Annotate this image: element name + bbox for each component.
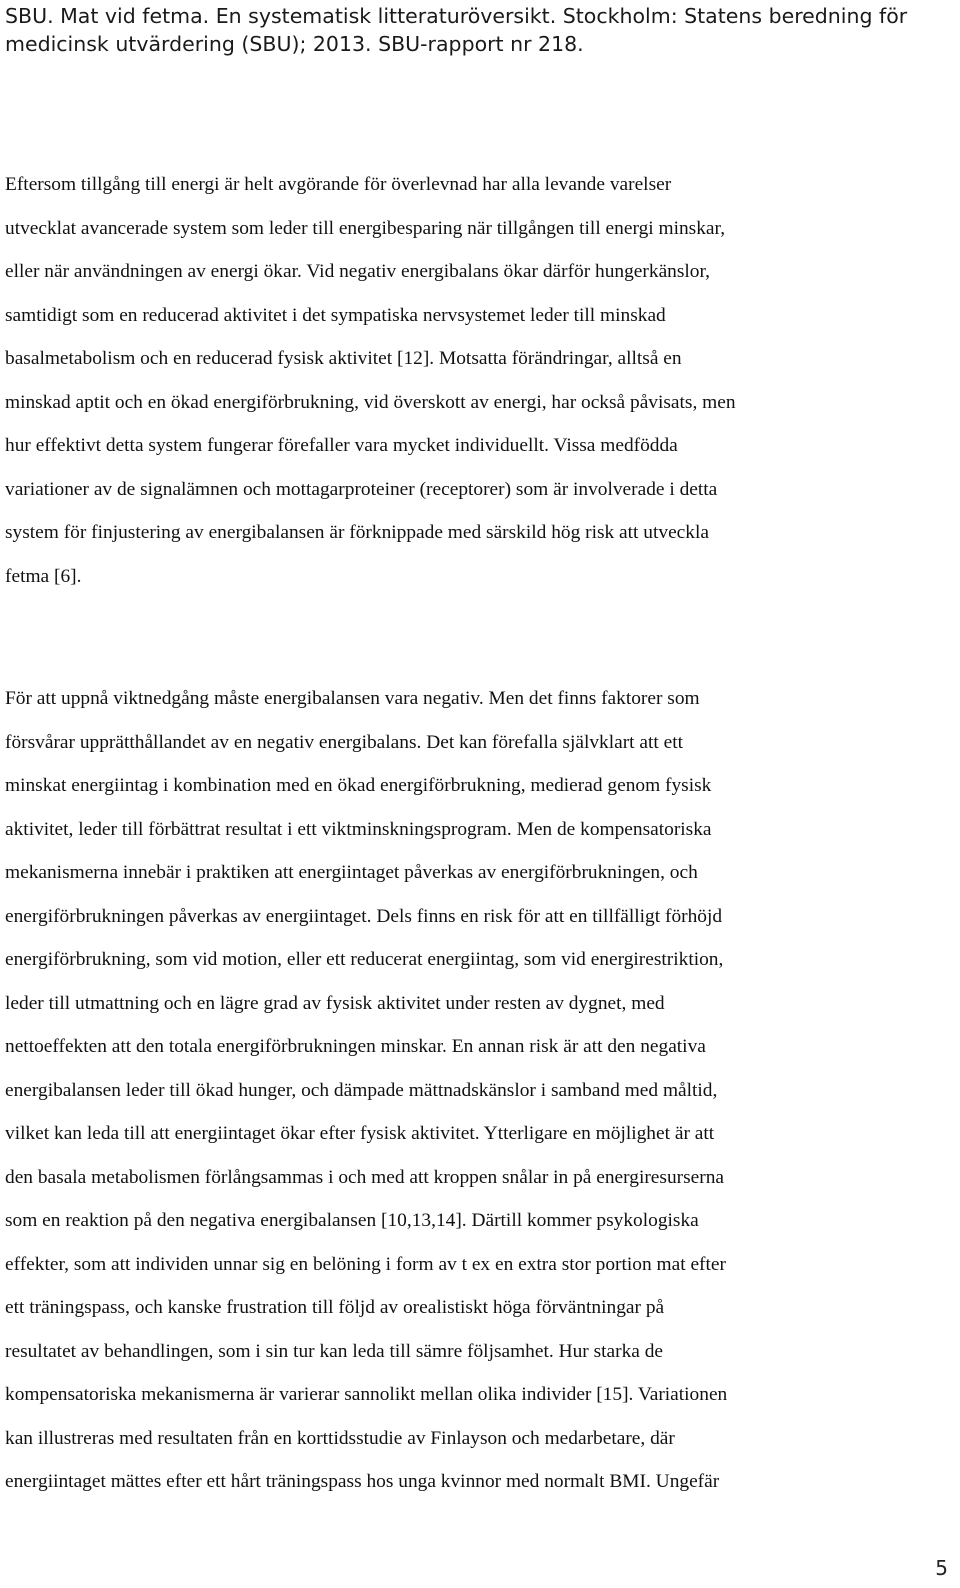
- text-line: minskat energiintag i kombination med en ökad energiförbrukning, medierad genom fysisk: [5, 775, 712, 796]
- text-line: energiförbrukning, som vid motion, eller ett reducerat energiintag, som vid energirestriktion,: [5, 949, 724, 970]
- text-line: energibalansen leder till ökad hunger, och dämpade mättnadskänslor i samband med måltid,: [5, 1079, 718, 1101]
- text-line: minskad aptit och en ökad energiförbrukning, vid överskott av energi, har också påvisats, men: [5, 391, 736, 413]
- paragraph-energy-regulation: [5, 163, 953, 598]
- text-line: hur effektivt detta system fungerar förefaller vara mycket individuellt. Vissa medfödda: [5, 435, 678, 456]
- text-line: ett träningspass, och kanske frustration till följd av orealistiskt höga förväntningar på: [5, 1297, 665, 1318]
- text-line: vilket kan leda till att energiintaget ökar efter fysisk aktivitet. Ytterligare en möjlighet är att: [5, 1123, 715, 1144]
- text-line: fetma [6].: [5, 565, 82, 587]
- text-line: kompensatoriska mekanismerna är varierar sannolikt mellan olika individer [15]. Variationen: [5, 1384, 728, 1405]
- page-number: 5: [935, 1556, 948, 1580]
- text-line: aktivitet, leder till förbättrat resultat i ett viktminskningsprogram. Men de kompensatoriska: [5, 818, 712, 840]
- text-line: energiintaget mättes efter ett hårt träningspass hos unga kvinnor med normalt BMI. Ungefär: [5, 1471, 720, 1492]
- citation-header: [5, 2, 945, 58]
- citation-header-line: medicinsk utvärdering (SBU); 2013. SBU-rapport nr 218.: [5, 32, 584, 56]
- text-line: variationer av de signalämnen och mottagarproteiner (receptorer) som är involverade i detta: [5, 478, 718, 500]
- text-line: energiförbrukningen påverkas av energiintaget. Dels finns en risk för att en tillfälligt förhöjd: [5, 905, 723, 927]
- text-line: system för finjustering av energibalansen är förknippade med särskild hög risk att utveckla: [5, 522, 709, 543]
- text-line: som en reaktion på den negativa energibalansen [10,13,14]. Därtill kommer psykologiska: [5, 1210, 699, 1231]
- text-line: basalmetabolism och en reducerad fysisk aktivitet [12]. Motsatta förändringar, alltså en: [5, 348, 682, 369]
- text-line: utvecklat avancerade system som leder till energibesparing när tillgången till energi minskar,: [5, 217, 726, 239]
- text-line: den basala metabolismen förlångsammas i och med att kroppen snålar in på energiresurserna: [5, 1166, 725, 1188]
- text-line: leder till utmattning och en lägre grad av fysisk aktivitet under resten av dygnet, med: [5, 992, 665, 1014]
- text-line: nettoeffekten att den totala energiförbrukningen minskar. En annan risk är att den negativa: [5, 1036, 706, 1057]
- text-line: För att uppnå viktnedgång måste energibalansen vara negativ. Men det finns faktorer som: [5, 688, 700, 709]
- text-line: Eftersom tillgång till energi är helt avgörande för överlevnad har alla levande varelser: [5, 174, 672, 195]
- text-line: resultatet av behandlingen, som i sin tur kan leda till sämre följsamhet. Hur starka de: [5, 1340, 664, 1362]
- text-line: samtidigt som en reducerad aktivitet i det sympatiska nervsystemet leder till minskad: [5, 304, 666, 326]
- text-line: eller när användningen av energi ökar. Vid negativ energibalans ökar därför hungerkänslor,: [5, 261, 711, 282]
- text-line: effekter, som att individen unnar sig en belöning i form av t ex en extra stor portion mat efter: [5, 1253, 726, 1275]
- paragraph-weight-loss: [5, 677, 953, 1504]
- text-line: försvårar upprätthållandet av en negativ energibalans. Det kan förefalla självklart att ett: [5, 731, 684, 753]
- citation-header-line: SBU. Mat vid fetma. En systematisk litteraturöversikt. Stockholm: Statens beredning för: [5, 4, 908, 28]
- text-line: kan illustreras med resultaten från en korttidsstudie av Finlayson och medarbetare, där: [5, 1427, 675, 1449]
- text-line: mekanismerna innebär i praktiken att energiintaget påverkas av energiförbrukningen, och: [5, 862, 698, 883]
